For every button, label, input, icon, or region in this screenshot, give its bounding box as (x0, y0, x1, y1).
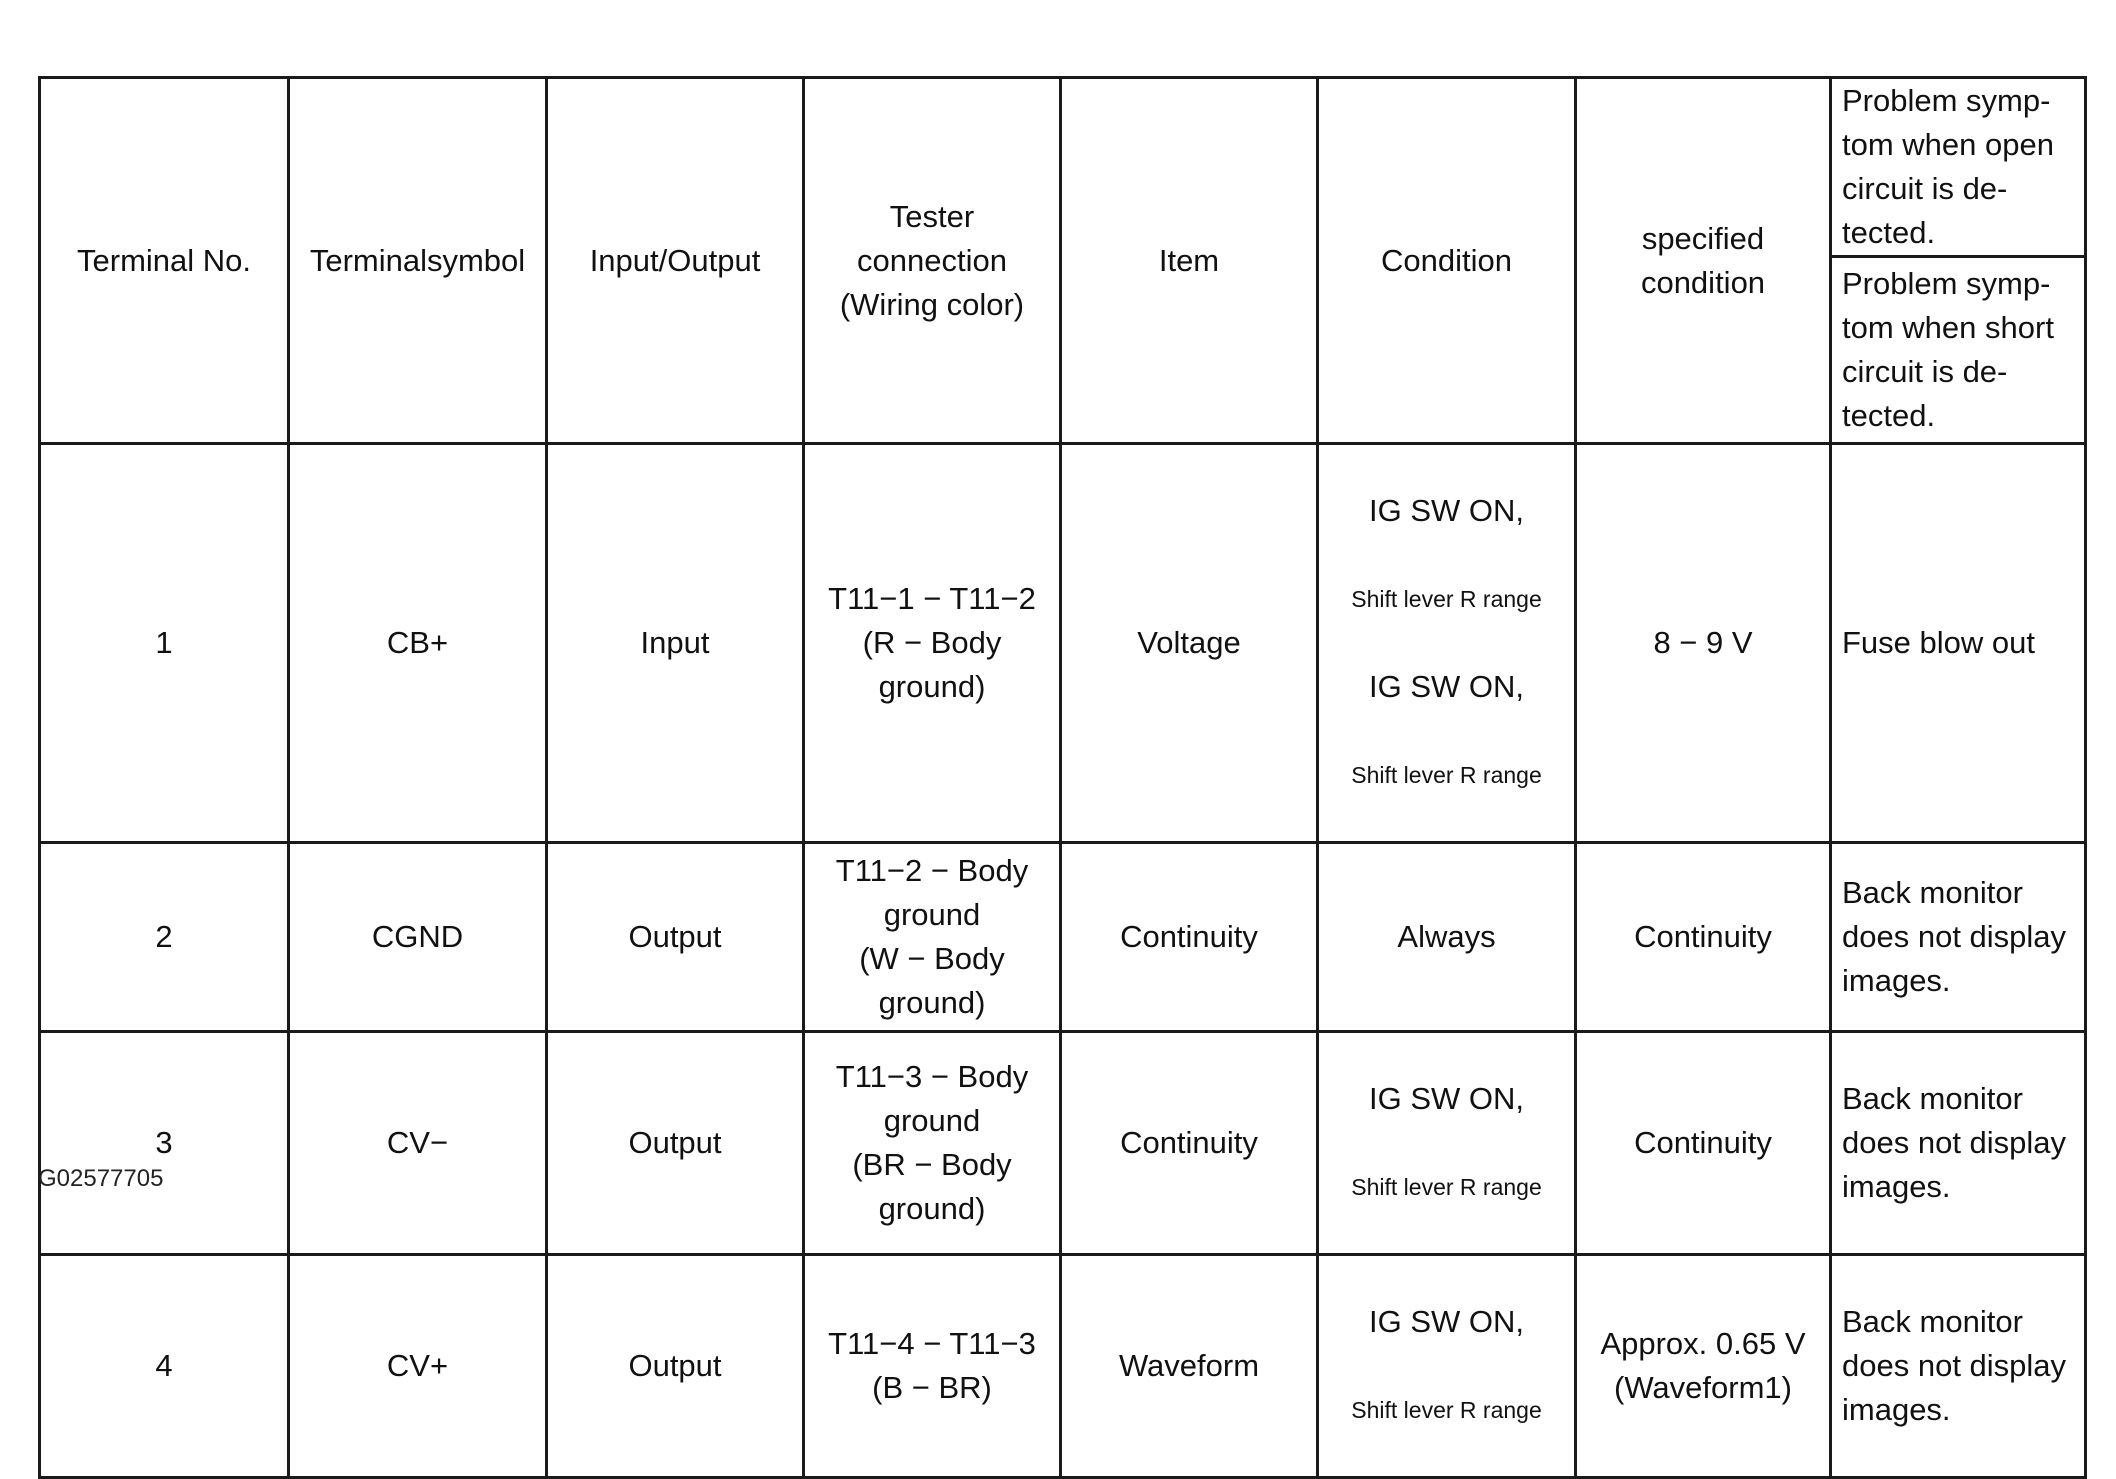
specified-condition: Continuity (1576, 1032, 1831, 1255)
condition-sub: Shift lever R range (1351, 586, 1542, 612)
problem-symptom: Fuse blow out (1831, 444, 2086, 843)
condition-main: IG SW ON, (1369, 669, 1524, 704)
terminal-number: 2 (40, 843, 289, 1032)
item: Continuity (1061, 843, 1318, 1032)
header-item: Item (1061, 78, 1318, 444)
header-specified-condition: specified condition (1576, 78, 1831, 444)
specified-condition: 8 − 9 V (1576, 444, 1831, 843)
header-condition: Condition (1318, 78, 1576, 444)
item: Continuity (1061, 1032, 1318, 1255)
terminal-number: 1 (40, 444, 289, 843)
header-row-top (40, 78, 2086, 257)
terminal-number: 3 (40, 1032, 289, 1255)
condition (1318, 444, 1576, 843)
specified-condition: Continuity (1576, 843, 1831, 1032)
tester-connection: T11−4 − T11−3 (B − BR) (804, 1255, 1061, 1478)
header-terminal-no: Terminal No. (40, 78, 289, 444)
condition-main: IG SW ON, (1369, 1304, 1524, 1339)
problem-symptom: Back monitor does not display images. (1831, 1032, 2086, 1255)
figure-id: G02577705 (38, 1165, 164, 1192)
specified-condition: Approx. 0.65 V (Waveform1) (1576, 1255, 1831, 1478)
item: Waveform (1061, 1255, 1318, 1478)
table-row (40, 1255, 2086, 1478)
terminal-symbol: CV− (289, 1032, 547, 1255)
input-output: Output (547, 1255, 804, 1478)
tester-connection: T11−1 − T11−2 (R − Body ground) (804, 444, 1061, 843)
terminal-symbol: CV+ (289, 1255, 547, 1478)
condition-sub: Shift lever R range (1351, 1397, 1542, 1423)
header-input-output: Input/Output (547, 78, 804, 444)
condition: Always (1318, 843, 1576, 1032)
condition-sub: Shift lever R range (1351, 762, 1542, 788)
input-output: Output (547, 843, 804, 1032)
header-problem-open-circuit: Problem symp- tom when open circuit is de- tected. (1831, 78, 2086, 257)
table-row (40, 1032, 2086, 1255)
table-row (40, 444, 2086, 843)
terminal-number: 4 (40, 1255, 289, 1478)
terminal-symbol: CGND (289, 843, 547, 1032)
input-output: Output (547, 1032, 804, 1255)
condition (1318, 1032, 1576, 1255)
tester-connection: T11−2 − Body ground (W − Body ground) (804, 843, 1061, 1032)
header-terminal-symbol: Terminalsymbol (289, 78, 547, 444)
input-output: Input (547, 444, 804, 843)
tester-connection: T11−3 − Body ground (BR − Body ground) (804, 1032, 1061, 1255)
header-tester-connection: Tester connection (Wiring color) (804, 78, 1061, 444)
condition-main: IG SW ON, (1369, 493, 1524, 528)
terminal-inspection-table (38, 76, 2087, 1479)
item: Voltage (1061, 444, 1318, 843)
problem-symptom: Back monitor does not display images. (1831, 843, 2086, 1032)
condition (1318, 1255, 1576, 1478)
terminal-symbol: CB+ (289, 444, 547, 843)
condition-main: IG SW ON, (1369, 1081, 1524, 1116)
problem-symptom: Back monitor does not display images. (1831, 1255, 2086, 1478)
header-problem-short-circuit: Problem symp- tom when short circuit is de- tected. (1831, 257, 2086, 444)
table-row (40, 843, 2086, 1032)
condition-sub: Shift lever R range (1351, 1174, 1542, 1200)
